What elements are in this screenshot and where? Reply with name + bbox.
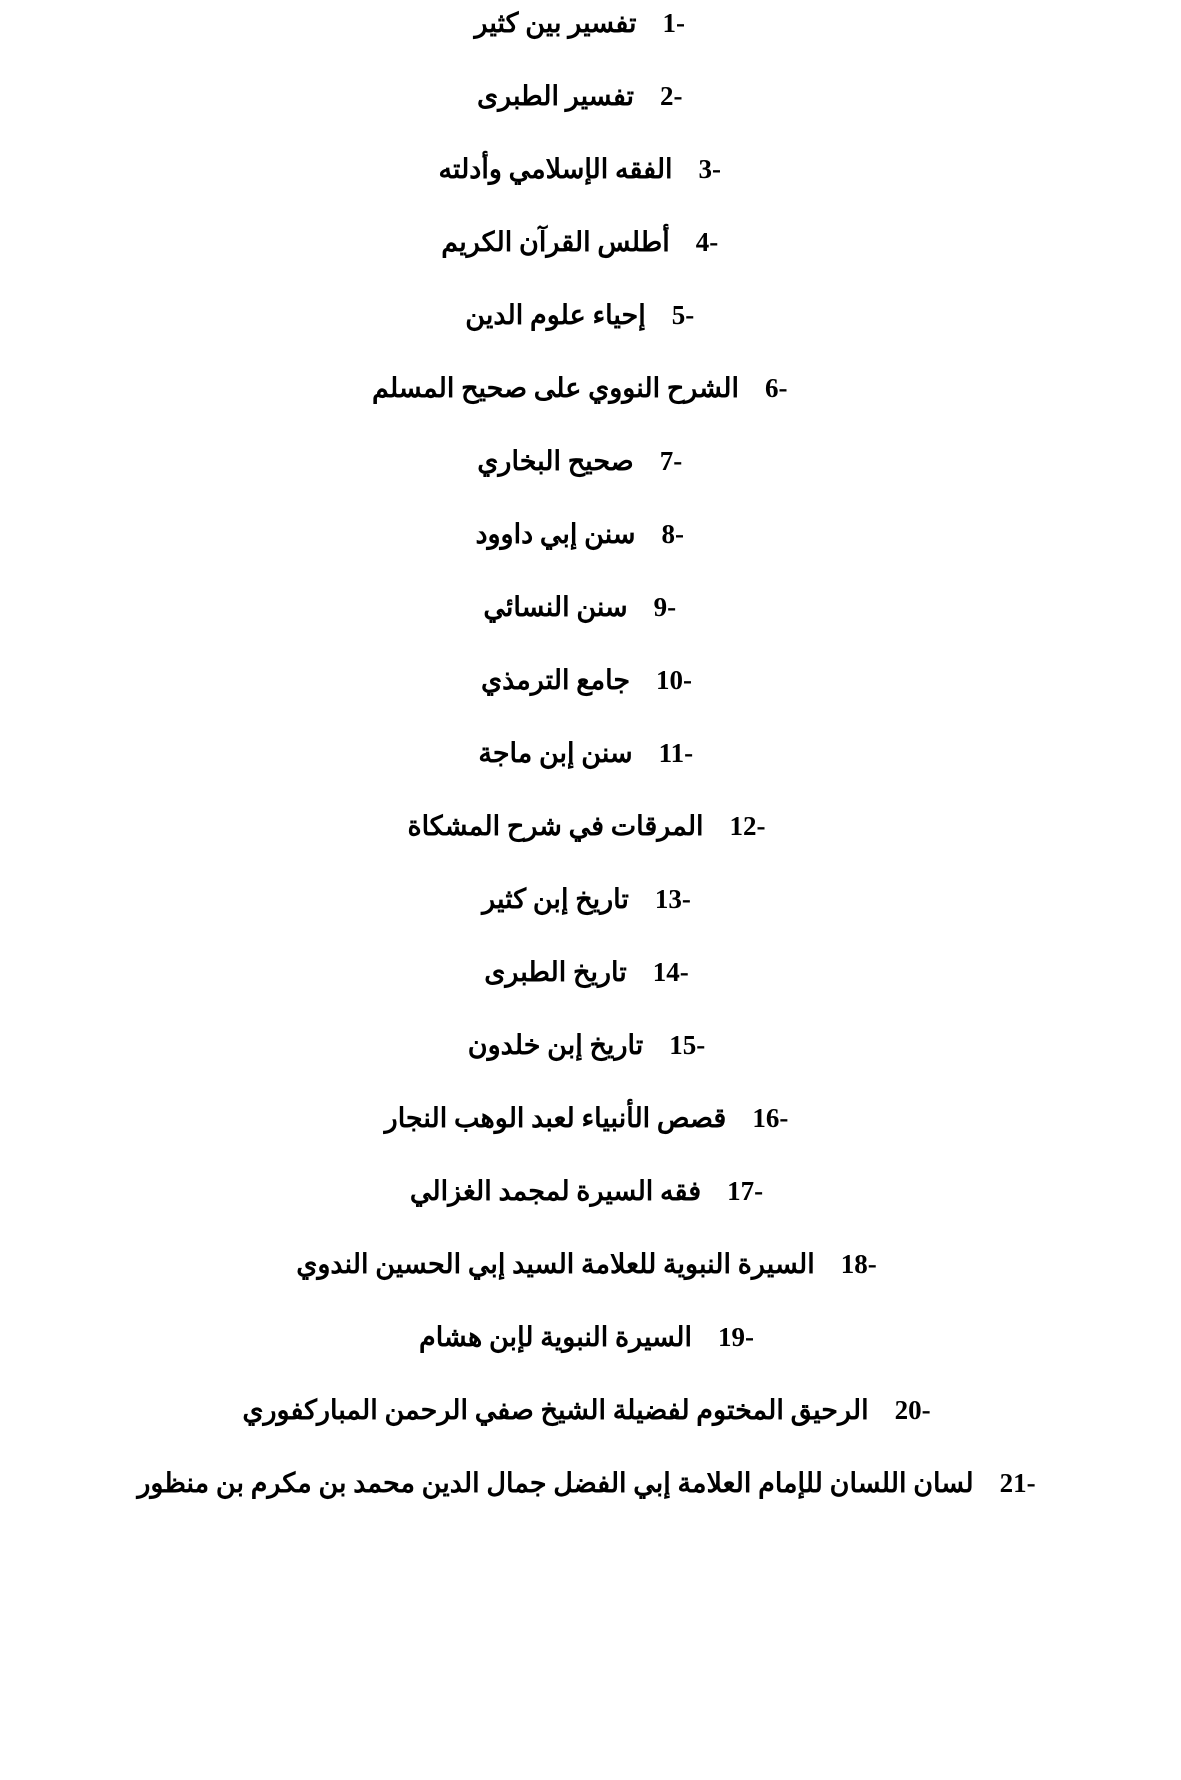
list-item: [40, 740, 1141, 813]
list-item-number: 21-: [999, 1468, 1036, 1498]
list-item: [40, 886, 1141, 959]
list-item: [40, 10, 1141, 83]
list-item-title: سنن النسائي: [483, 592, 628, 622]
list-item-row: [441, 229, 740, 256]
list-item-number: 14-: [652, 957, 689, 987]
list-item-row: [410, 1178, 771, 1205]
list-item-row: [137, 1470, 1043, 1497]
list-item-number: 15-: [669, 1030, 706, 1060]
list-item: [40, 1251, 1141, 1324]
list-item-row: [385, 1105, 797, 1132]
list-item-title: السيرة النبوية لإبن هشام: [418, 1322, 692, 1352]
list-item-title: سنن إبي داوود: [475, 519, 636, 549]
list-item-row: [483, 594, 697, 621]
list-item: [40, 1178, 1141, 1251]
list-item: [40, 375, 1141, 448]
list-item-title: تفسير الطبرى: [476, 81, 635, 111]
list-item-number: 13-: [654, 884, 691, 914]
list-item-number: 17-: [727, 1176, 764, 1206]
list-item-row: [484, 959, 697, 986]
list-item-number: 19-: [718, 1322, 754, 1352]
list-item: [40, 83, 1141, 156]
list-item-row: [476, 521, 706, 548]
list-item: [40, 594, 1141, 667]
list-item-row: [438, 156, 742, 183]
list-item-row: [477, 448, 703, 475]
list-item-number: 20-: [894, 1395, 931, 1425]
list-item-row: [372, 375, 809, 402]
list-item-title: السيرة النبوية للعلامة السيد إبي الحسين الندوي: [296, 1249, 815, 1279]
list-item-number: 7-: [659, 446, 683, 476]
list-item-title: جامع الترمذي: [480, 665, 631, 695]
list-item-title: قصص الأنبياء لعبد الوهب النجار: [384, 1103, 727, 1133]
list-item-title: صحيح البخاري: [477, 446, 634, 476]
list-item-number: 8-: [661, 519, 684, 549]
list-item-row: [482, 886, 699, 913]
list-item-row: [481, 667, 700, 694]
list-item-title: الفقه الإسلامي وأدلته: [438, 154, 673, 184]
list-item-title: المرقات في شرح المشكاة: [407, 811, 704, 841]
list-item: [40, 302, 1141, 375]
list-item-number: 5-: [671, 300, 695, 330]
list-item: [40, 667, 1141, 740]
list-item-number: 2-: [660, 81, 683, 111]
list-item-number: 18-: [840, 1249, 877, 1279]
list-item: [40, 521, 1141, 594]
list-item-row: [474, 10, 706, 37]
list-item-number: 16-: [752, 1103, 789, 1133]
list-item-title: تاريخ إبن خلدون: [467, 1030, 644, 1060]
list-item-number: 3-: [698, 154, 722, 184]
list-item-number: 9-: [653, 592, 677, 622]
list-item: [40, 1032, 1141, 1105]
list-item-title: تاريخ الطبرى: [484, 957, 627, 987]
list-item-title: إحياء علوم الدين: [465, 300, 646, 330]
list-item: [40, 156, 1141, 229]
list-item-row: [478, 740, 702, 767]
list-item-number: 10-: [656, 665, 693, 695]
list-item-number: 12-: [729, 811, 766, 841]
list-item: [40, 959, 1141, 1032]
list-item: [40, 448, 1141, 521]
list-item-title: تاريخ إبن كثير: [482, 884, 629, 914]
list-item: [40, 813, 1141, 886]
book-reference-list: [40, 10, 1141, 1543]
list-item-title: الرحيق المختوم لفضيلة الشيخ صفي الرحمن المباركفوري: [242, 1395, 869, 1425]
list-item-title: الشرح النووي على صحيح المسلم: [372, 373, 739, 403]
list-item-row: [242, 1397, 938, 1424]
list-item-row: [468, 1032, 713, 1059]
list-item-row: [296, 1251, 885, 1278]
list-item-row: [419, 1324, 762, 1351]
list-item: [40, 1470, 1141, 1543]
list-item: [40, 229, 1141, 302]
list-item-row: [407, 813, 773, 840]
list-item-row: [477, 83, 704, 110]
list-item-number: 11-: [658, 738, 694, 768]
list-item: [40, 1397, 1141, 1470]
list-item: [40, 1324, 1141, 1397]
list-item-title: فقه السيرة لمجمد الغزالي: [409, 1176, 702, 1206]
list-item-row: [465, 302, 715, 329]
list-item: [40, 1105, 1141, 1178]
list-item-title: أطلس القرآن الكريم: [441, 227, 670, 257]
list-item-number: 6-: [764, 373, 788, 403]
list-item-number: 4-: [695, 227, 719, 257]
list-item-title: تفسير بين كثير: [474, 8, 637, 38]
list-item-title: لسان اللسان للإمام العلامة إبي الفضل جمال الدين محمد بن مكرم بن منظور: [137, 1468, 974, 1498]
list-item-number: 1-: [662, 8, 686, 38]
list-item-title: سنن إبن ماجة: [478, 738, 633, 768]
